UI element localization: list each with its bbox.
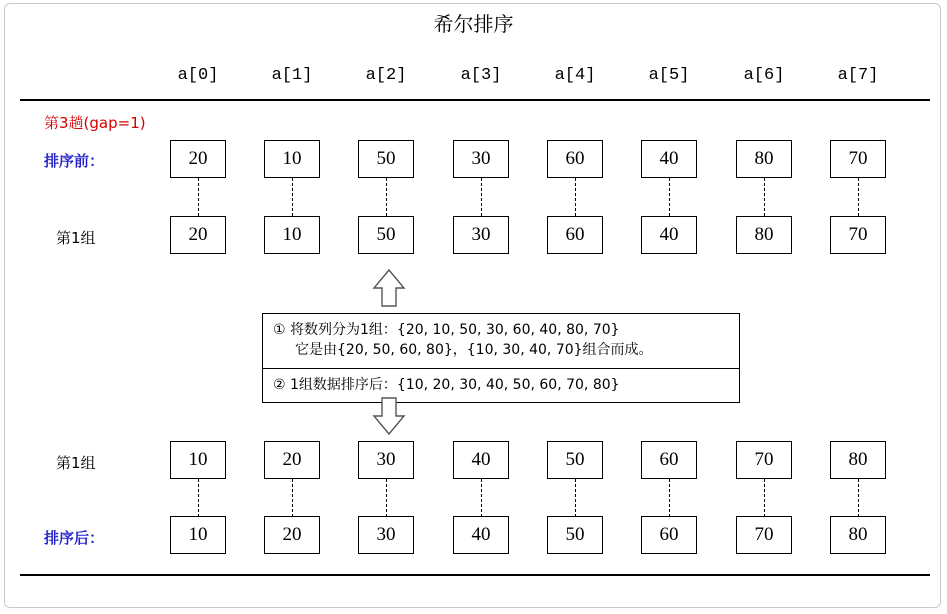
explanation-item-2: ② 1组数据排序后：{10, 20, 30, 40, 50, 60, 70, 80} [263, 368, 739, 402]
cell-r0-c2: 50 [358, 140, 414, 178]
connector-c2-top [386, 178, 387, 216]
column-header-2: a[2] [365, 66, 407, 85]
cell-r2-c1: 20 [264, 441, 320, 479]
connector-c5-top [669, 178, 670, 216]
row-label-group1-before: 第1组 [56, 229, 96, 247]
cell-r0-c0: 20 [170, 140, 226, 178]
column-header-1: a[1] [271, 66, 313, 85]
cell-r3-c6: 70 [736, 516, 792, 554]
page-title: 希尔排序 [433, 12, 514, 36]
cell-r2-c2: 30 [358, 441, 414, 479]
explanation-box [262, 313, 740, 403]
explanation-item-1 [263, 314, 739, 368]
connector-c4-top [575, 178, 576, 216]
cell-r0-c1: 10 [264, 140, 320, 178]
cell-r3-c4: 50 [547, 516, 603, 554]
cell-r2-c0: 10 [170, 441, 226, 479]
bottom-divider [20, 574, 930, 576]
arrow-down-icon [372, 396, 406, 436]
connector-c0-bottom [198, 479, 199, 517]
column-header-3: a[3] [460, 66, 502, 85]
column-header-6: a[6] [743, 66, 785, 85]
column-header-5: a[5] [648, 66, 690, 85]
cell-r3-c3: 40 [453, 516, 509, 554]
cell-r1-c5: 40 [641, 216, 697, 254]
pass-label: 第3趟(gap=1) [44, 114, 146, 132]
column-header-0: a[0] [177, 66, 219, 85]
cell-r1-c3: 30 [453, 216, 509, 254]
connector-c6-bottom [764, 479, 765, 517]
connector-c6-top [764, 178, 765, 216]
cell-r1-c4: 60 [547, 216, 603, 254]
row-label-after: 排序后： [44, 529, 105, 547]
connector-c5-bottom [669, 479, 670, 517]
arrow-up-icon [372, 268, 406, 308]
top-divider [20, 99, 930, 101]
cell-r2-c6: 70 [736, 441, 792, 479]
cell-r3-c7: 80 [830, 516, 886, 554]
connector-c1-bottom [292, 479, 293, 517]
explanation-item-1-line-2: 它是由{20, 50, 60, 80}，{10, 30, 40, 70}组合而成。 [295, 342, 653, 359]
connector-c2-bottom [386, 479, 387, 517]
cell-r2-c7: 80 [830, 441, 886, 479]
cell-r1-c6: 80 [736, 216, 792, 254]
row-label-before: 排序前： [44, 152, 105, 170]
connector-c7-bottom [858, 479, 859, 517]
cell-r1-c7: 70 [830, 216, 886, 254]
cell-r2-c5: 60 [641, 441, 697, 479]
cell-r0-c5: 40 [641, 140, 697, 178]
cell-r1-c2: 50 [358, 216, 414, 254]
connector-c1-top [292, 178, 293, 216]
cell-r1-c0: 20 [170, 216, 226, 254]
row-label-group1-after: 第1组 [56, 454, 96, 472]
connector-c4-bottom [575, 479, 576, 517]
cell-r3-c5: 60 [641, 516, 697, 554]
connector-c3-bottom [481, 479, 482, 517]
cell-r0-c3: 30 [453, 140, 509, 178]
explanation-item-1-line-1: ① 将数列分为1组：{20, 10, 50, 30, 60, 40, 80, 70} [273, 322, 620, 338]
connector-c3-top [481, 178, 482, 216]
cell-r3-c1: 20 [264, 516, 320, 554]
connector-c7-top [858, 178, 859, 216]
column-header-7: a[7] [837, 66, 879, 85]
cell-r3-c0: 10 [170, 516, 226, 554]
cell-r1-c1: 10 [264, 216, 320, 254]
cell-r3-c2: 30 [358, 516, 414, 554]
connector-c0-top [198, 178, 199, 216]
cell-r0-c6: 80 [736, 140, 792, 178]
cell-r0-c7: 70 [830, 140, 886, 178]
cell-r2-c4: 50 [547, 441, 603, 479]
column-header-4: a[4] [554, 66, 596, 85]
cell-r2-c3: 40 [453, 441, 509, 479]
cell-r0-c4: 60 [547, 140, 603, 178]
